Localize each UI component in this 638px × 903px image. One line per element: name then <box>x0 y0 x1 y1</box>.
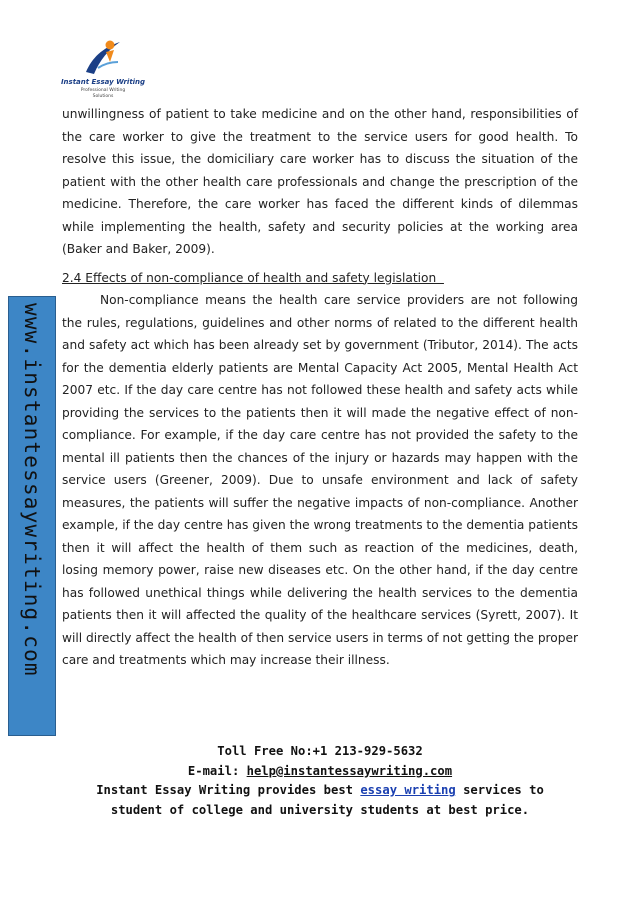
section-heading: 2.4 Effects of non-compliance of health and safety legislation <box>62 270 444 285</box>
logo-subtitle-line1: Professional Writing <box>80 88 126 93</box>
side-banner-url: www.instantessaywriting.com <box>20 303 44 677</box>
tagline-before: Instant Essay Writing provides best <box>96 783 361 797</box>
footer <box>62 742 578 820</box>
logo-title: Instant Essay Writing <box>60 78 146 86</box>
email-line <box>62 762 578 782</box>
email-label: E-mail: <box>187 763 247 778</box>
document-body <box>62 103 578 672</box>
essay-writing-link[interactable]: essay writing <box>360 783 456 797</box>
writer-figure-icon <box>80 38 126 78</box>
paragraph-1: unwillingness of patient to take medicine and on the other hand, responsibilities of the care worker to give the treatment to the service users for good health. To resolve this issue, the domiciliary care worker has to discuss the situation of the patient with the other health care professionals and change the prescription of the medicine. Therefore, the care worker has faced the different kinds of dilemmas while implementing the health, safety and security policies at the working area (Baker and Baker, 2009). <box>62 107 578 256</box>
logo-subtitle <box>58 88 148 100</box>
toll-free-number: Toll Free No:+1 213-929-5632 <box>217 744 423 758</box>
tagline-line-1 <box>62 781 578 801</box>
logo-subtitle-line2: Solutions <box>92 94 114 99</box>
email-link[interactable]: help@instantessaywriting.com <box>246 763 453 778</box>
tagline-after: services to <box>455 783 544 797</box>
company-logo <box>58 38 148 106</box>
paragraph-2: Non-compliance means the health care service providers are not following the rules, regulations, guidelines and other norms of related to the different health and safety act which has been already set by government (Tributor, 2014). The acts for the dementia elderly patients are Mental Capacity Act 2005, Mental Health Act 2007 etc. If the day care centre has not followed these health and safety acts while providing the services to the patients then it will made the negative effect of non-compliance. For example, if the day care centre has not provided the safety to the mental ill patients then the chances of the injury or hazards may happen with the service users (Greener, 2009). Due to unsafe environment and lack of safety measures, the patients will suffer the negative impacts of non-compliance. Another example, if the day centre has given the wrong treatments to the dementia patients then it will affect the health of them such as reaction of the medicines, death, losing memory power, raise new diseases etc. On the other hand, if the day centre has followed unethical things while delivering the health services to the dementia patients then it will affected the quality of the healthcare services (Syrett, 2007). It will directly affect the health of then service users in terms of not getting the proper care and treatments which may increase their illness. <box>62 293 578 667</box>
tagline-line-2: student of college and university students at best price. <box>110 802 530 817</box>
side-website-banner <box>8 296 56 736</box>
